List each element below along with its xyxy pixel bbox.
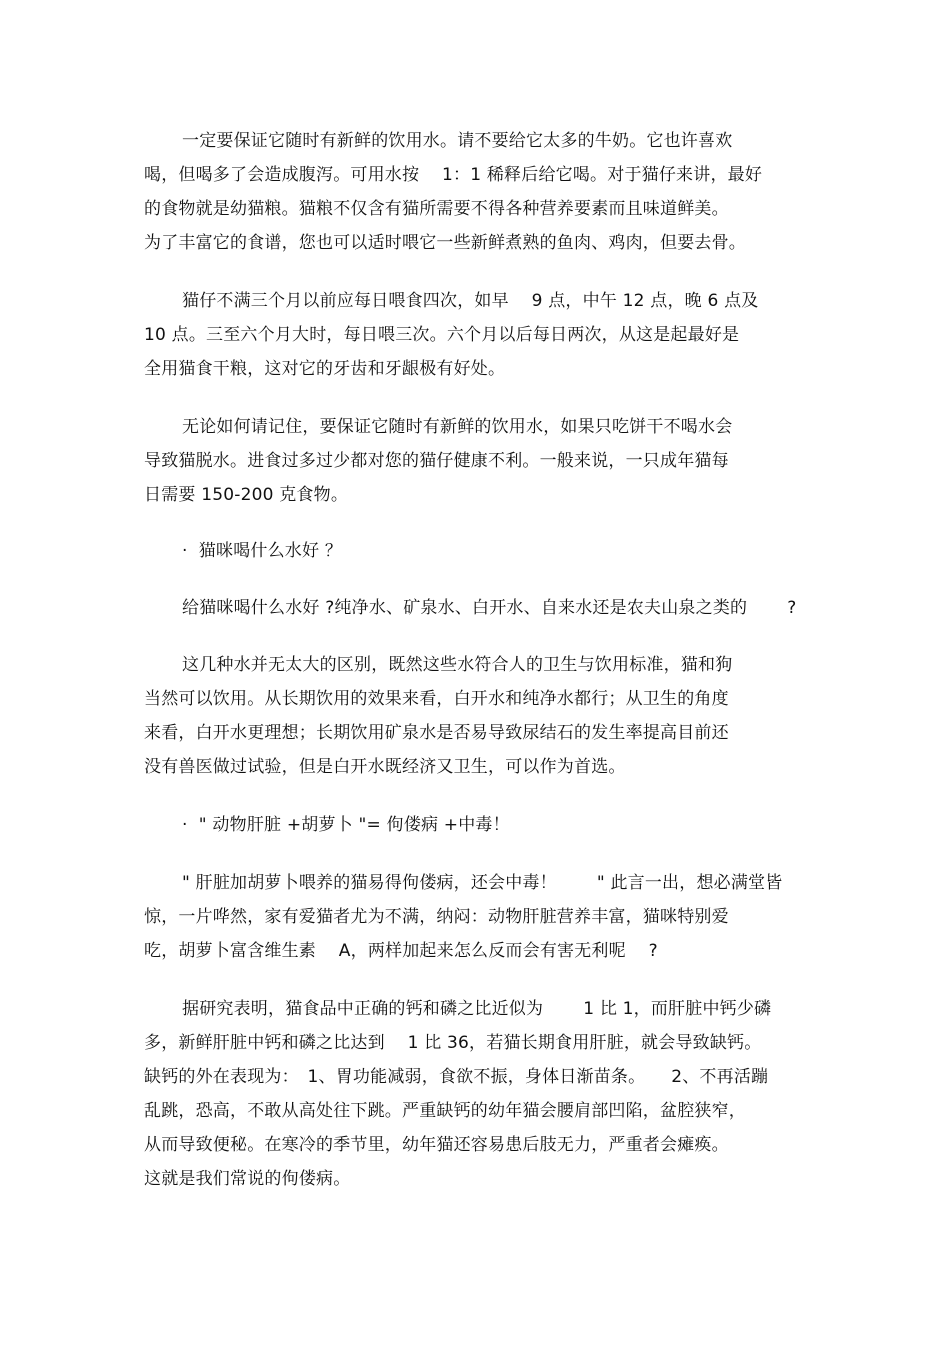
paragraph-7-line-4: 乱跳，恐高，不敢从高处往下跳。严重缺钙的幼年猫会腰肩部凹陷，盆腔狭窄， (144, 1101, 746, 1121)
paragraph-1-line-1: 一定要保证它随时有新鲜的饮用水。请不要给它太多的牛奶。它也许喜欢 (182, 131, 733, 151)
paragraph-1-line-2: 喝，但喝多了会造成腹泻。可用水按 1：1 稀释后给它喝。对于猫仔来讲，最好 (144, 165, 763, 185)
paragraph-1-line-3: 的食物就是幼猫粮。猫粮不仅含有猫所需要不得各种营养要素而且味道鲜美。 (144, 199, 729, 219)
paragraph-6-line-2: 惊，一片哗然，家有爱猫者尤为不满，纳闷：动物肝脏营养丰富，猫咪特别爱 (144, 907, 729, 927)
paragraph-2-line-2: 10 点。三至六个月大时，每日喂三次。六个月以后每日两次，从这是起最好是 (144, 325, 740, 345)
paragraph-5-line-1: 这几种水并无太大的区别，既然这些水符合人的卫生与饮用标准，猫和狗 (182, 655, 733, 675)
section-heading-liver-carrot: · " 动物肝脏 +胡萝卜 "= 佝偻病 +中毒！ (182, 815, 510, 835)
paragraph-6-line-3: 吃，胡萝卜富含维生素 A，两样加起来怎么反而会有害无利呢 ? (144, 941, 658, 961)
paragraph-5-line-4: 没有兽医做过试验，但是白开水既经济又卫生，可以作为首选。 (144, 757, 626, 777)
paragraph-3-line-1: 无论如何请记住，要保证它随时有新鲜的饮用水，如果只吃饼干不喝水会 (182, 417, 733, 437)
paragraph-7-line-5: 从而导致便秘。在寒冷的季节里，幼年猫还容易患后肢无力，严重者会瘫痪。 (144, 1135, 729, 1155)
paragraph-1-line-4: 为了丰富它的食谱，您也可以适时喂它一些新鲜煮熟的鱼肉、鸡肉，但要去骨。 (144, 233, 746, 253)
paragraph-7-line-1: 据研究表明，猫食品中正确的钙和磷之比近似为 1 比 1，而肝脏中钙少磷 (182, 999, 772, 1019)
paragraph-2-line-1: 猫仔不满三个月以前应每日喂食四次，如早 9 点，中午 12 点，晚 6 点及 (182, 291, 759, 311)
paragraph-3-line-2: 导致猫脱水。进食过多过少都对您的猫仔健康不利。一般来说，一只成年猫每 (144, 451, 729, 471)
section-heading-water: · 猫咪喝什么水好 ？ (182, 541, 343, 561)
paragraph-4-line-1: 给猫咪喝什么水好 ?纯净水、矿泉水、白开水、自来水还是农夫山泉之类的 ? (182, 598, 797, 618)
paragraph-7-line-3: 缺钙的外在表现为： 1、胃功能减弱，食欲不振，身体日渐苗条。 2、不再活蹦 (144, 1067, 769, 1087)
paragraph-6-line-1: " 肝脏加胡萝卜喂养的猫易得佝偻病，还会中毒！ " 此言一出，想必满堂皆 (182, 873, 783, 893)
paragraph-5-line-3: 来看，白开水更理想；长期饮用矿泉水是否易导致尿结石的发生率提高目前还 (144, 723, 729, 743)
paragraph-7-line-6: 这就是我们常说的佝偻病。 (144, 1169, 351, 1189)
paragraph-3-line-3: 日需要 150-200 克食物。 (144, 485, 349, 505)
paragraph-2-line-3: 全用猫食干粮，这对它的牙齿和牙龈极有好处。 (144, 359, 506, 379)
paragraph-7-line-2: 多，新鲜肝脏中钙和磷之比达到 1 比 36，若猫长期食用肝脏，就会导致缺钙。 (144, 1033, 762, 1053)
paragraph-5-line-2: 当然可以饮用。从长期饮用的效果来看，白开水和纯净水都行；从卫生的角度 (144, 689, 729, 709)
